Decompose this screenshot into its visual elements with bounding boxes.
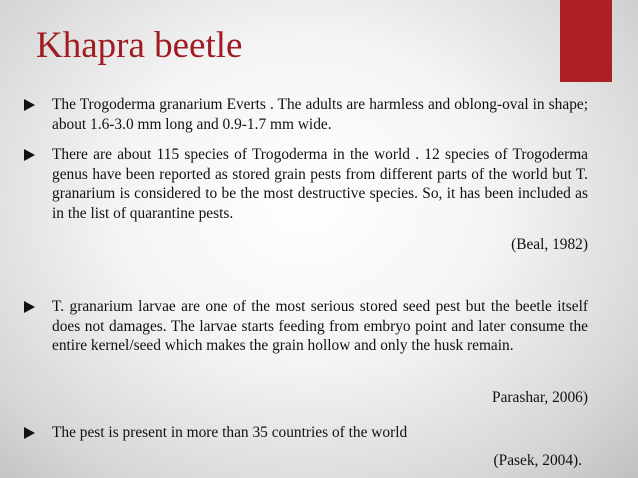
triangle-bullet-icon <box>24 149 35 161</box>
bullet-text: There are about 115 species of Trogoderma in the world . 12 species of Trogoderma genus have been reported as stored grain pests from different parts of the world but T. granarium is considered to be the most destructive species. So, it has been included as in the list of quarantine pests. <box>52 146 588 222</box>
slide-title: Khapra beetle <box>36 25 243 66</box>
bullet-item <box>52 423 588 443</box>
citation: (Pasek, 2004). <box>493 452 582 469</box>
bullet-text: The Trogoderma granarium Everts . The adults are harmless and oblong-oval in shape; about 1.6-3.0 mm long and 0.9-1.7 mm wide. <box>52 96 588 133</box>
citation: (Beal, 1982) <box>511 236 588 253</box>
bullet-item <box>52 297 588 356</box>
accent-bar <box>560 0 612 82</box>
bullet-item <box>52 145 588 223</box>
triangle-bullet-icon <box>24 301 35 313</box>
triangle-bullet-icon <box>24 427 35 439</box>
triangle-bullet-icon <box>24 99 35 111</box>
bullet-text: The pest is present in more than 35 countries of the world <box>52 424 408 441</box>
citation: Parashar, 2006) <box>492 389 588 406</box>
bullet-item <box>52 95 588 134</box>
bullet-text: T. granarium larvae are one of the most serious stored seed pest but the beetle itself does not damages. The larvae starts feeding from embryo point and later consume the entire kernel/seed which makes the grain hollow and only the husk remain. <box>52 298 588 355</box>
